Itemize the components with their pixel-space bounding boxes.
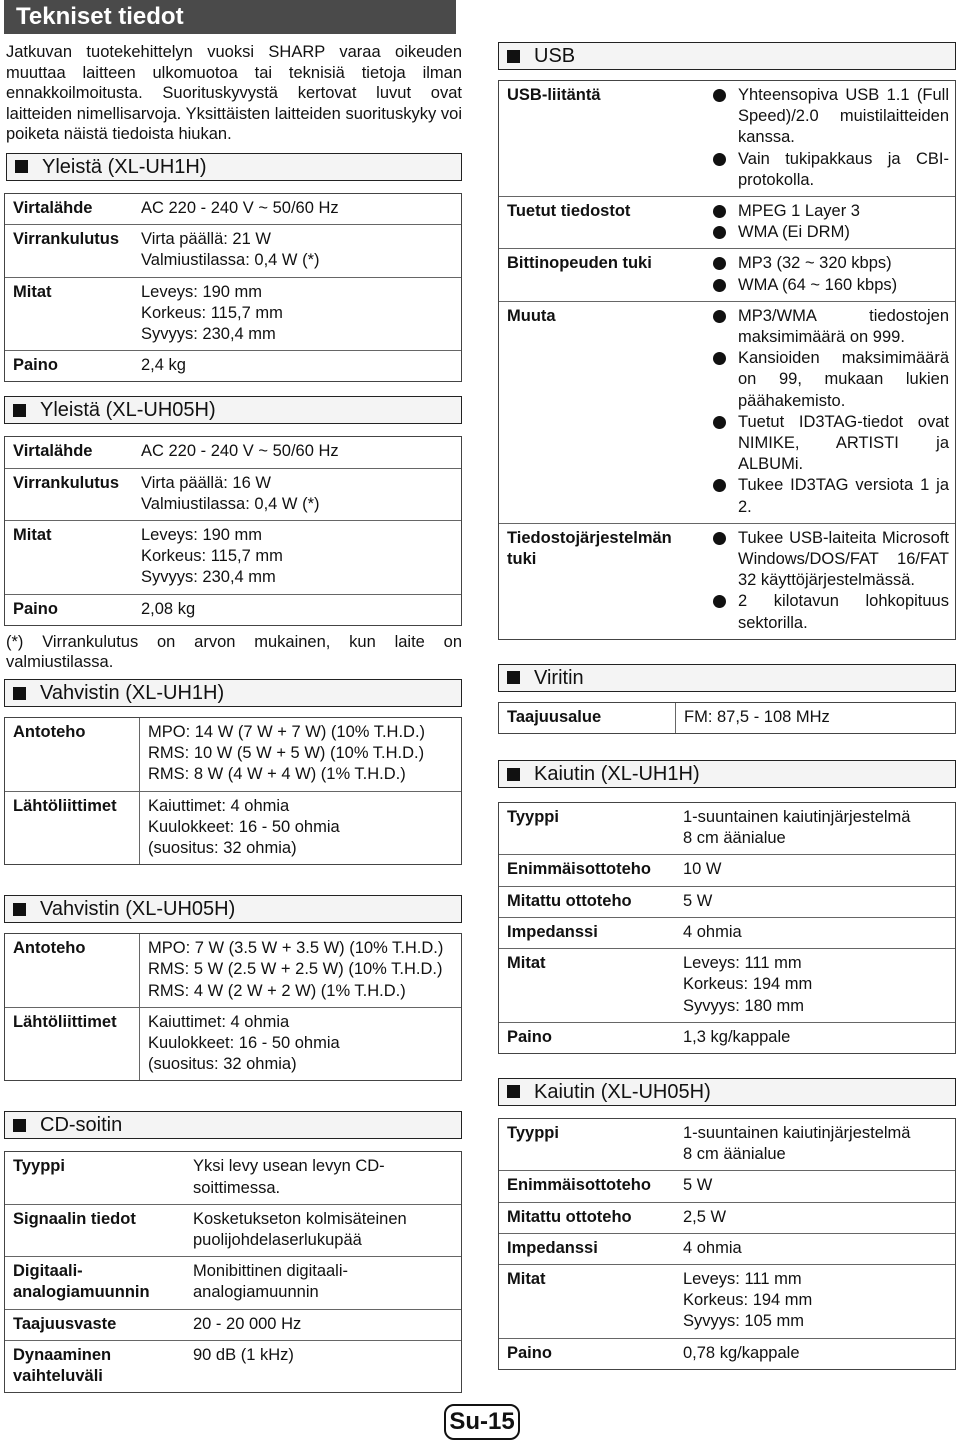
spec-value-line: Korkeus: 115,7 mm [141, 303, 283, 322]
spec-label: Lähtöliittimet [13, 796, 117, 815]
spec-value [139, 934, 461, 1007]
spec-label: Virtalähde [13, 198, 93, 217]
spec-value [675, 1339, 955, 1369]
spec-value [699, 302, 955, 523]
spec-label: Virrankulutus [13, 230, 120, 249]
section-title: Yleistä (XL-UH05H) [40, 399, 216, 422]
spec-row [499, 523, 955, 639]
spec-value-line: Leveys: 190 mm [141, 282, 263, 301]
spec-value-line: Leveys: 111 mm [683, 1269, 802, 1288]
section-title: Kaiutin (XL-UH05H) [534, 1080, 711, 1103]
bullet-item [707, 306, 949, 348]
page-title: Tekniset tiedot [4, 0, 456, 34]
spec-value [133, 437, 461, 467]
spec-label: Virtalähde [13, 442, 93, 461]
round-bullet-icon [713, 595, 726, 608]
spec-label: Antoteho [13, 723, 86, 741]
spec-label: Signaalin tiedot [13, 1209, 136, 1228]
spec-value [675, 1119, 955, 1170]
spec-value-line: Syvyys: 180 mm [683, 996, 805, 1015]
spec-value [185, 1341, 461, 1392]
spec-value-line: Kaiuttimet: 4 ohmia [148, 1012, 290, 1031]
spec-value-line: FM: 87,5 - 108 MHz [684, 707, 830, 726]
spec-label: Taajuusalue [507, 707, 602, 726]
spec-label: Mitattu ottoteho [507, 1207, 632, 1226]
section-title: Vahvistin (XL-UH1H) [40, 682, 225, 704]
round-bullet-icon [713, 532, 726, 545]
bullet-text: Tuetut ID3TAG-tiedot ovat NIMIKE, ARTISTI ja ALBUMi. [738, 412, 949, 474]
spec-label: Mitat [507, 954, 546, 973]
spec-value-line: Korkeus: 194 mm [683, 975, 813, 994]
spec-value-line: Kosketukseton kolmisäteinen puolijohdelaserlukupää [193, 1209, 407, 1250]
spec-label: Impedanssi [507, 922, 598, 941]
spec-row [5, 224, 461, 276]
spec-value-line: Virta päällä: 16 W [141, 473, 271, 492]
spec-row [499, 1233, 955, 1264]
bullet-text: WMA (64 ~ 160 kbps) [738, 275, 898, 294]
spec-table [498, 1118, 956, 1370]
square-bullet-icon [13, 687, 26, 700]
spec-label: Bittinopeuden tuki [507, 254, 652, 273]
square-bullet-icon [507, 50, 520, 63]
section-heading-general-uh05h [4, 396, 462, 424]
spec-value-line: 5 W [683, 891, 713, 910]
spec-value [675, 803, 955, 854]
spec-value [185, 1205, 461, 1256]
spec-label: Tyyppi [507, 1123, 559, 1142]
spec-value-line: 8 cm äänialue [683, 1145, 786, 1164]
spec-value-line: Valmiustilassa: 0,4 W (*) [141, 251, 320, 270]
spec-value-line: 4 ohmia [683, 922, 742, 941]
round-bullet-icon [713, 310, 726, 323]
spec-row [499, 301, 955, 523]
spec-value-line: 2,08 kg [141, 599, 196, 618]
section-heading-usb [498, 42, 956, 70]
spec-value-line: 90 dB (1 kHz) [193, 1345, 294, 1364]
spec-label: Impedanssi [507, 1238, 598, 1257]
spec-value-line: 8 cm äänialue [683, 829, 786, 848]
bullet-item [707, 222, 949, 243]
spec-row [5, 718, 461, 791]
spec-value-line: AC 220 - 240 V ~ 50/60 Hz [141, 198, 339, 217]
spec-row [499, 854, 955, 885]
spec-value [675, 703, 955, 733]
bullet-text: WMA (Ei DRM) [738, 223, 850, 242]
spec-row [5, 1309, 461, 1340]
spec-label: Antoteho [13, 939, 86, 958]
spec-value-line: 20 - 20 000 Hz [193, 1314, 302, 1333]
spec-value-line: 0,78 kg/kappale [683, 1343, 800, 1362]
spec-row [5, 1007, 461, 1081]
section-heading-speaker-uh05h [498, 1078, 956, 1106]
spec-label: Digitaali-analogiamuunnin [13, 1262, 150, 1302]
spec-value-line: Korkeus: 115,7 mm [141, 547, 283, 566]
spec-value [675, 887, 955, 917]
bullet-item [707, 85, 949, 149]
spec-value [675, 1171, 955, 1201]
section-heading-speaker-uh1h [498, 760, 956, 788]
spec-value-line: 1-suuntainen kaiutinjärjestelmä [683, 808, 911, 827]
bullet-text: Tukee ID3TAG versiota 1 ja 2. [738, 476, 949, 516]
spec-value-line: 2,5 W [683, 1207, 727, 1226]
spec-table [498, 802, 956, 1054]
spec-label: Enimmäisottoteho [507, 1176, 651, 1195]
spec-row [499, 886, 955, 917]
spec-label: Mitat [507, 1269, 546, 1288]
spec-value-line: 1-suuntainen kaiutinjärjestelmä [683, 1123, 911, 1142]
spec-table [4, 436, 462, 625]
square-bullet-icon [15, 160, 28, 173]
spec-label: Paino [13, 356, 58, 375]
section-title: Kaiutin (XL-UH1H) [534, 763, 700, 786]
spec-row [499, 248, 955, 300]
bullet-item [707, 348, 949, 412]
spec-value-line: RMS: 4 W (2 W + 2 W) (1% T.H.D.) [148, 981, 406, 1000]
page-number: Su-15 [444, 1404, 520, 1440]
spec-value-line: RMS: 10 W (5 W + 5 W) (10% T.H.D.) [148, 744, 425, 763]
spec-row [5, 934, 461, 1007]
footnote: (*) Virrankulutus on arvon mukainen, kun laite on valmiustilassa. [6, 632, 462, 672]
section-heading-cd [4, 1111, 462, 1139]
spec-row [5, 350, 461, 381]
bullet-item [707, 201, 949, 222]
spec-value [675, 949, 955, 1022]
spec-value-line: Kuulokkeet: 16 - 50 ohmia [148, 1034, 340, 1053]
spec-row [5, 194, 461, 224]
spec-row [5, 791, 461, 865]
spec-value-line: Yksi levy usean levyn CD-soittimessa. [193, 1157, 385, 1197]
bullet-item [707, 412, 949, 476]
spec-label: Tyyppi [507, 808, 559, 827]
round-bullet-icon [713, 416, 726, 429]
spec-value [133, 521, 461, 594]
spec-value [139, 718, 461, 791]
spec-value [133, 194, 461, 224]
spec-table [4, 717, 462, 865]
spec-value-line: Syvyys: 230,4 mm [141, 568, 276, 587]
spec-label: Paino [507, 1343, 552, 1362]
spec-label: Mitattu ottoteho [507, 891, 632, 910]
spec-value-line: MPO: 14 W (7 W + 7 W) (10% T.H.D.) [148, 723, 426, 741]
bullet-text: MPEG 1 Layer 3 [738, 202, 860, 221]
spec-row [499, 1202, 955, 1233]
spec-label: Tiedostojärjestelmän tuki [507, 528, 672, 569]
spec-row [5, 277, 461, 351]
bullet-text: Tukee USB-laiteita Microsoft Windows/DOS/FAT 16/FAT 32 käyttöjärjestelmässä. [738, 528, 949, 590]
spec-label: Paino [507, 1027, 552, 1046]
spec-value [185, 1152, 461, 1203]
spec-row [5, 520, 461, 594]
spec-table [498, 702, 956, 734]
spec-label: Enimmäisottoteho [507, 860, 651, 879]
spec-value-line: Leveys: 190 mm [141, 526, 263, 544]
square-bullet-icon [13, 404, 26, 417]
round-bullet-icon [713, 352, 726, 365]
spec-table [498, 80, 956, 640]
spec-value [699, 249, 955, 300]
spec-value-line: Virta päällä: 21 W [141, 230, 271, 249]
spec-value-line: Syvyys: 230,4 mm [141, 324, 276, 343]
spec-row [499, 1119, 955, 1170]
spec-row [5, 437, 461, 467]
spec-label: Taajuusvaste [13, 1314, 117, 1333]
spec-value [699, 81, 955, 196]
section-title: Viritin [534, 666, 584, 689]
spec-value [675, 1023, 955, 1053]
spec-value [675, 1234, 955, 1264]
round-bullet-icon [713, 153, 726, 166]
spec-row [499, 948, 955, 1022]
spec-value [675, 855, 955, 885]
square-bullet-icon [507, 768, 520, 781]
spec-value-line: 2,4 kg [141, 356, 186, 375]
round-bullet-icon [713, 205, 726, 218]
spec-row [499, 803, 955, 854]
spec-value-line: 4 ohmia [683, 1238, 742, 1257]
spec-value-line: (suositus: 32 ohmia) [148, 839, 297, 858]
spec-value-line: MPO: 7 W (3.5 W + 3.5 W) (10% T.H.D.) [148, 939, 444, 958]
section-heading-amp-uh05h [4, 895, 462, 923]
spec-label: Mitat [13, 526, 52, 544]
spec-row [499, 1170, 955, 1201]
bullet-item [707, 475, 949, 517]
section-heading-tuner [498, 664, 956, 692]
round-bullet-icon [713, 257, 726, 270]
spec-row [499, 196, 955, 248]
spec-value-line: Korkeus: 194 mm [683, 1291, 813, 1310]
spec-row [5, 594, 461, 625]
spec-row [499, 1022, 955, 1053]
bullet-item [707, 149, 949, 191]
spec-value-line: Valmiustilassa: 0,4 W (*) [141, 494, 320, 513]
spec-value-line: 10 W [683, 860, 722, 879]
spec-value [675, 1265, 955, 1338]
spec-value-line: (suositus: 32 ohmia) [148, 1055, 297, 1074]
section-heading-amp-uh1h [4, 679, 462, 707]
spec-value [699, 524, 955, 639]
bullet-text: Vain tukipakkaus ja CBI-protokolla. [738, 149, 949, 189]
round-bullet-icon [713, 226, 726, 239]
spec-row [5, 468, 461, 520]
spec-row [5, 1204, 461, 1256]
bullet-text: Yhteensopiva USB 1.1 (Full Speed)/2.0 muistilaitteiden kanssa. [738, 86, 949, 147]
spec-row [5, 1152, 461, 1203]
spec-value [133, 595, 461, 625]
spec-row [499, 1338, 955, 1369]
spec-label: Lähtöliittimet [13, 1012, 117, 1031]
spec-label: Tyyppi [13, 1157, 65, 1176]
square-bullet-icon [13, 1119, 26, 1132]
section-title: Vahvistin (XL-UH05H) [40, 898, 236, 921]
left-column [4, 42, 462, 1393]
bullet-text: MP3/WMA tiedostojen maksimimäärä on 999. [738, 306, 949, 347]
bullet-text: 2 kilotavun lohkopituus sektorilla. [738, 592, 949, 632]
spec-value [139, 792, 461, 865]
bullet-item [707, 528, 949, 592]
spec-value-line: AC 220 - 240 V ~ 50/60 Hz [141, 442, 339, 461]
spec-value [185, 1310, 461, 1340]
spec-value-line: Syvyys: 105 mm [683, 1312, 805, 1331]
spec-label: USB-liitäntä [507, 86, 601, 104]
round-bullet-icon [713, 479, 726, 492]
spec-value-line: Kaiuttimet: 4 ohmia [148, 796, 290, 815]
bullet-item [707, 275, 949, 296]
spec-value [133, 351, 461, 381]
spec-value-line: Monibittinen digitaali-analogiamuunnin [193, 1262, 349, 1302]
spec-label: Virrankulutus [13, 473, 120, 492]
section-heading-general-uh1h [6, 153, 462, 181]
spec-value-line: 1,3 kg/kappale [683, 1027, 791, 1046]
bullet-text: Kansioiden maksimimäärä on 99, mukaan lukien päähakemisto. [738, 349, 949, 410]
spec-label: Tuetut tiedostot [507, 202, 631, 221]
square-bullet-icon [507, 1085, 520, 1098]
bullet-item [707, 591, 949, 633]
section-title: Yleistä (XL-UH1H) [42, 155, 207, 178]
spec-row [5, 1256, 461, 1308]
spec-table [4, 1151, 462, 1393]
spec-row [5, 1340, 461, 1392]
bullet-text: MP3 (32 ~ 320 kbps) [738, 254, 892, 273]
bullet-item [707, 253, 949, 274]
spec-row [499, 81, 955, 196]
right-column [498, 42, 956, 1370]
intro-text: Jatkuvan tuotekehittelyn vuoksi SHARP varaa oikeuden muuttaa laitteen ulkomuotoa tai teknisiä tietoja ilman ennakkoilmoitusta. Suorituskyvystä kertovat luvut ovat laitteiden nimellisarvoja. Yksittäisten laitteiden suorituskyky voi poiketa näistä tiedoista hiukan. [6, 43, 462, 144]
square-bullet-icon [13, 903, 26, 916]
spec-label: Muuta [507, 306, 556, 325]
square-bullet-icon [507, 671, 520, 684]
spec-value-line: RMS: 5 W (2.5 W + 2.5 W) (10% T.H.D.) [148, 960, 443, 979]
spec-value [699, 197, 955, 248]
round-bullet-icon [713, 279, 726, 292]
spec-row [499, 917, 955, 948]
spec-value-line: RMS: 8 W (4 W + 4 W) (1% T.H.D.) [148, 765, 406, 784]
spec-row [499, 703, 955, 733]
round-bullet-icon [713, 89, 726, 102]
spec-value-line: 5 W [683, 1176, 713, 1195]
section-title: USB [534, 45, 576, 67]
spec-label: Mitat [13, 282, 52, 301]
section-title: CD-soitin [40, 1114, 123, 1137]
spec-value [133, 225, 461, 276]
spec-value [185, 1257, 461, 1308]
spec-table [4, 933, 462, 1081]
spec-label: Paino [13, 599, 58, 618]
spec-label: Dynaaminen vaihteluväli [13, 1345, 112, 1386]
spec-table [4, 193, 462, 382]
spec-row [499, 1264, 955, 1338]
spec-value [133, 469, 461, 520]
spec-value-line: Leveys: 111 mm [683, 954, 802, 973]
spec-value [139, 1008, 461, 1081]
spec-value [133, 278, 461, 351]
spec-value [675, 918, 955, 948]
spec-value-line: Kuulokkeet: 16 - 50 ohmia [148, 817, 340, 836]
spec-value [675, 1203, 955, 1233]
